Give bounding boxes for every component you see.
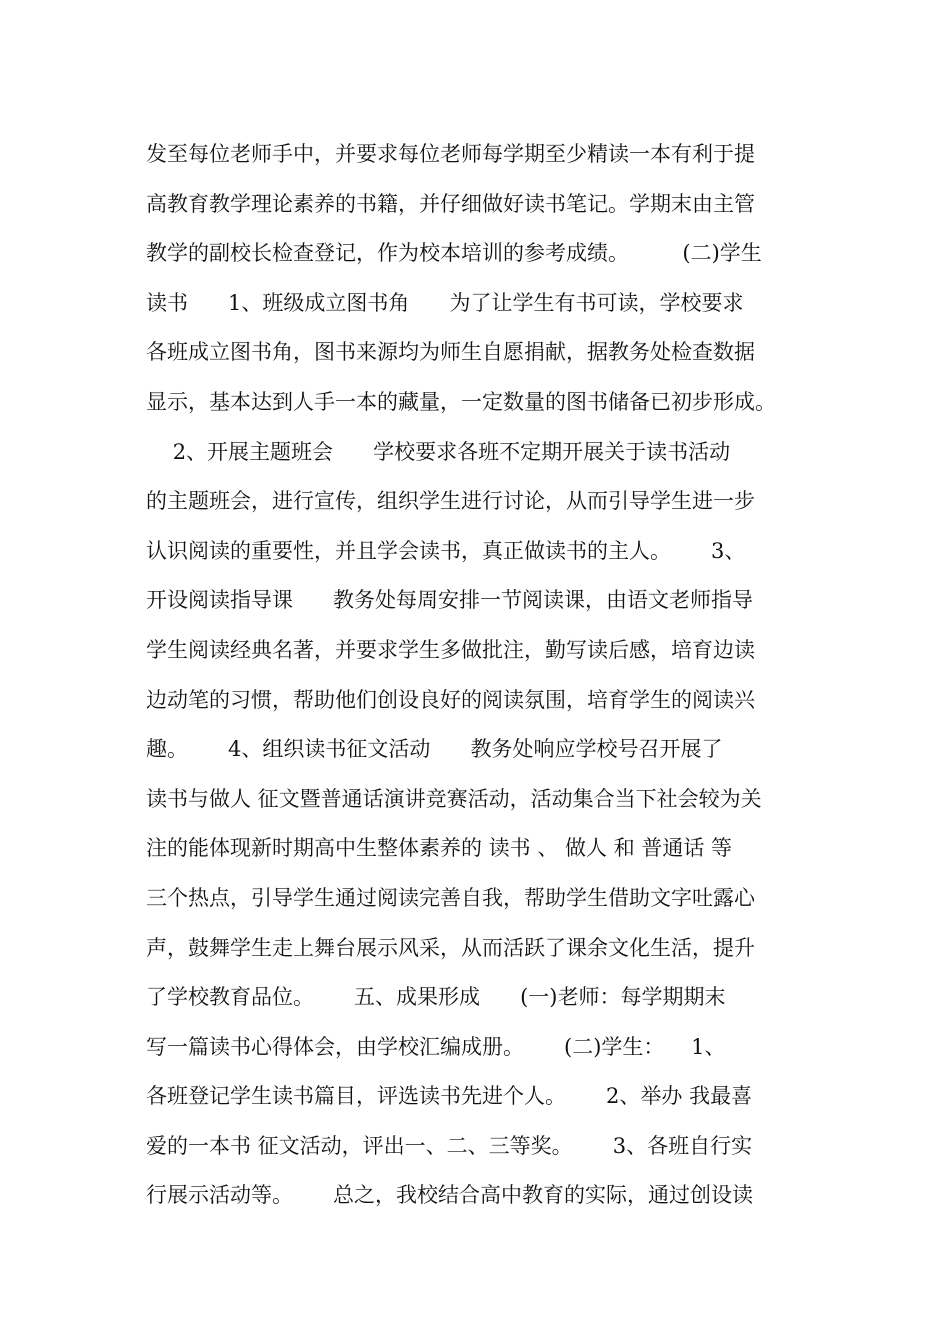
text-line: 边动笔的习惯，帮助他们创设良好的阅读氛围，培育学生的阅读兴 — [146, 687, 755, 712]
text-line: 行展示活动等。 总之，我校结合高中教育的实际，通过创设读 — [146, 1183, 754, 1208]
body-text — [146, 130, 826, 1221]
text-line: 教学的副校长检查登记，作为校本培训的参考成绩。 (二)学生 — [146, 241, 762, 266]
text-line: 趣。 4、组织读书征文活动 教务处响应学校号召开展了 — [146, 737, 723, 762]
text-line: 各班成立图书角，图书来源均为师生自愿捐献，据教务处检查数据 — [146, 340, 755, 365]
text-line: 写一篇读书心得体会，由学校汇编成册。 (二)学生： 1、 — [146, 1034, 726, 1059]
text-line: 开设阅读指导课 教务处每周安排一节阅读课，由语文老师指导 — [146, 588, 754, 613]
text-line: 认识阅读的重要性，并且学会读书，真正做读书的主人。 3、 — [146, 538, 746, 563]
text-line: 三个热点，引导学生通过阅读完善自我，帮助学生借助文字吐露心 — [146, 885, 755, 910]
text-line: 的主题班会，进行宣传，组织学生进行讨论，从而引导学生进一步 — [146, 489, 755, 514]
text-line: 发至每位老师手中，并要求每位老师每学期至少精读一本有利于提 — [146, 142, 755, 166]
text-line: 高教育教学理论素养的书籍，并仔细做好读书笔记。学期末由主管 — [146, 191, 755, 216]
text-line: 各班登记学生读书篇目，评选读书先进个人。 2、举办 我最喜 — [146, 1084, 753, 1109]
text-line: 读书与做人 征文暨普通话演讲竞赛活动，活动集合当下社会较为关 — [146, 786, 762, 811]
text-line: 注的能体现新时期高中生整体素养的 读书 、 做人 和 普通话 等 — [146, 836, 733, 861]
text-line: 2、开展主题班会 学校要求各班不定期开展关于读书活动 — [146, 439, 731, 464]
text-line: 了学校教育品位。 五、成果形成 (一)老师：每学期期末 — [146, 985, 726, 1010]
text-line: 爱的一本书 征文活动，评出一、二、三等奖。 3、各班自行实 — [146, 1133, 753, 1158]
text-line: 显示，基本达到人手一本的藏量，一定数量的图书储备已初步形成。 — [146, 389, 776, 414]
text-line: 读书 1、班级成立图书角 为了让学生有书可读，学校要求 — [146, 290, 744, 315]
text-line: 学生阅读经典名著，并要求学生多做批注，勤写读后感，培育边读 — [146, 637, 755, 662]
text-line: 声，鼓舞学生走上舞台展示风采，从而活跃了课余文化生活，提升 — [146, 935, 755, 960]
